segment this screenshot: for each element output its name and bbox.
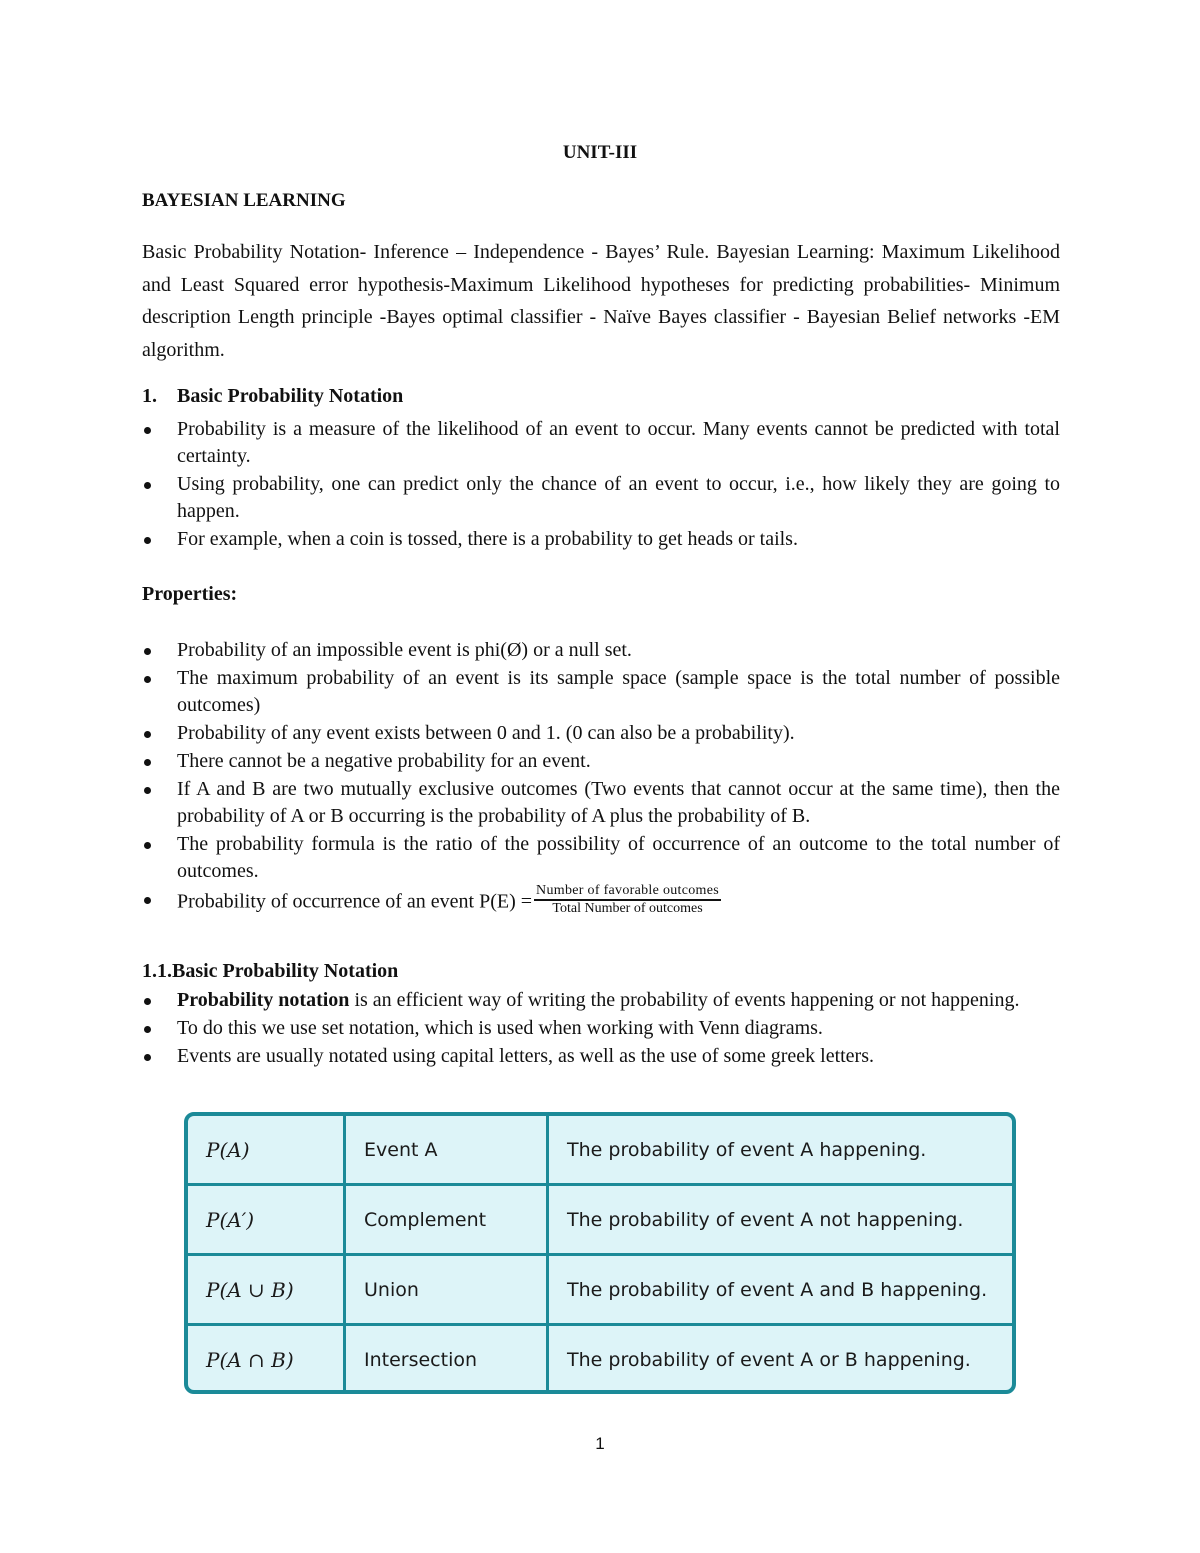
name-cell: Event A <box>345 1116 548 1185</box>
probability-fraction <box>534 883 721 917</box>
notation-cell: P(A) <box>188 1116 345 1185</box>
bullet-item <box>142 987 1060 1014</box>
meaning-cell: The probability of event A happening. <box>548 1116 1013 1185</box>
section-number: 1. <box>142 385 157 407</box>
bold-term: Probability notation <box>177 989 350 1011</box>
fraction-numerator: Number of favorable outcomes <box>534 883 721 901</box>
properties-bullet-list <box>142 637 1060 920</box>
bullet-item: Probability of any event exists between 0 and 1. (0 can also be a probability). <box>142 720 1060 747</box>
unit-title: UNIT-III <box>562 142 638 163</box>
table-row <box>188 1255 1012 1325</box>
subject-title: BAYESIAN LEARNING <box>142 190 346 211</box>
section-basic-probability <box>142 382 1060 554</box>
name-cell: Complement <box>345 1185 548 1255</box>
notation-table <box>184 1112 1016 1394</box>
meaning-cell: The probability of event A not happening. <box>548 1185 1013 1255</box>
section-title: Basic Probability Notation <box>177 385 404 407</box>
section-bullet-list <box>142 416 1060 553</box>
bullet-text: To do this we use set notation, which is used when working with Venn diagrams. <box>177 1017 823 1039</box>
formula-bullet <box>142 883 1060 920</box>
section-1-1-bullet-list <box>142 987 1060 1070</box>
section-1-1-heading: 1.1.Basic Probability Notation <box>142 960 399 982</box>
bullet-item: Using probability, one can predict only the chance of an event to occur, i.e., how likely they are going to happen. <box>142 471 1060 525</box>
name-cell: Intersection <box>345 1325 548 1394</box>
notation-cell: P(A ∩ B) <box>188 1325 345 1394</box>
table-row <box>188 1116 1012 1185</box>
table-row <box>188 1185 1012 1255</box>
formula-prefix: Probability of occurrence of an event P(E) = <box>177 890 533 913</box>
bullet-item: Probability is a measure of the likelihood of an event to occur. Many events cannot be predicted with total certainty. <box>142 416 1060 470</box>
bullet-item: If A and B are two mutually exclusive outcomes (Two events that cannot occur at the same time), then the probability of A or B occurring is the probability of A plus the probability of B. <box>142 776 1060 830</box>
fraction-denominator: Total Number of outcomes <box>552 901 703 916</box>
section-properties <box>142 580 1060 921</box>
meaning-cell: The probability of event A and B happening. <box>548 1255 1013 1325</box>
bullet-item <box>142 1043 1060 1070</box>
syllabus-paragraph: Basic Probability Notation- Inference – Independence - Bayes’ Rule. Bayesian Learning: Maximum Likelihood and Least Squared error hypothesis-Maximum Likelihood hypotheses for predicting probabilities- Minimum description Length principle -Bayes optimal classifier - Naïve Bayes classifier - Bayesian Belief networks -EM algorithm. <box>142 241 1060 361</box>
meaning-cell: The probability of event A or B happening. <box>548 1325 1013 1394</box>
notation-cell: P(A′) <box>188 1185 345 1255</box>
page-number: 1 <box>595 1434 605 1453</box>
notation-cell: P(A ∪ B) <box>188 1255 345 1325</box>
bullet-item: There cannot be a negative probability for an event. <box>142 748 1060 775</box>
name-cell: Union <box>345 1255 548 1325</box>
bullet-item: The probability formula is the ratio of the possibility of occurrence of an outcome to the total number of outcomes. <box>142 831 1060 885</box>
section-heading <box>142 382 1060 410</box>
bullet-item: For example, when a coin is tossed, there is a probability to get heads or tails. <box>142 526 1060 553</box>
section-1-1 <box>142 957 1060 1071</box>
bullet-text: Events are usually notated using capital letters, as well as the use of some greek letters. <box>177 1045 875 1067</box>
bullet-item <box>142 1015 1060 1042</box>
bullet-text: is an efficient way of writing the probability of events happening or not happening. <box>349 989 1020 1011</box>
properties-heading: Properties: <box>142 583 238 605</box>
table-row <box>188 1325 1012 1394</box>
bullet-item: The maximum probability of an event is its sample space (sample space is the total number of possible outcomes) <box>142 665 1060 719</box>
bullet-item: Probability of an impossible event is phi(Ø) or a null set. <box>142 637 1060 664</box>
